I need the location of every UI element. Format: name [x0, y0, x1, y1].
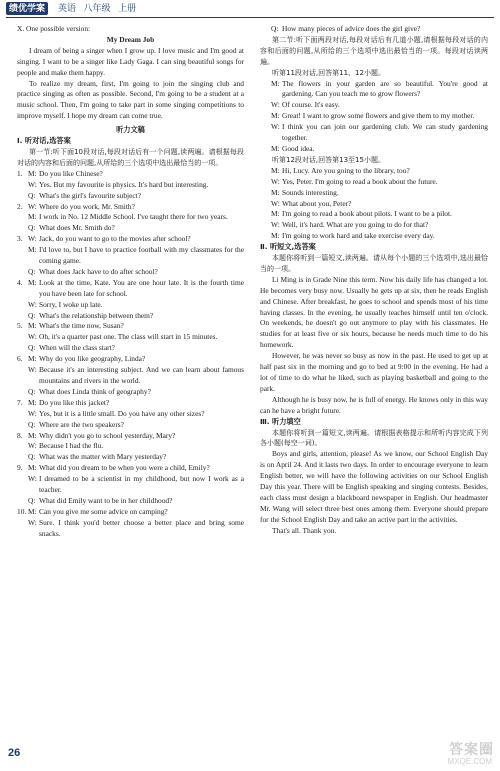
dialog-item [17, 321, 244, 354]
dialog-line [260, 199, 488, 210]
dialog-text: What does Linda think of geography? [39, 386, 151, 396]
dialog-line [17, 191, 244, 202]
dialog-line [17, 452, 244, 463]
dialog-item [17, 169, 244, 202]
dialog-number: 10. [17, 506, 27, 516]
dialog-text: Sounds interesting. [282, 187, 339, 197]
book-logo: 绩优学案 [6, 2, 48, 15]
dialog-line [17, 507, 244, 518]
left-column [17, 24, 244, 540]
dialog-text: Well, it's hard. What are you going to do for that? [282, 220, 429, 230]
section-2-instructions: 本题你将听到一篇短文,读两遍。请从每个小题的三个选项中,选出最恰当的一项。 [260, 254, 488, 273]
dialog-line [17, 202, 244, 213]
dialog-text: The flowers in your garden are so beautiful. You're good at gardening. Can you teach me to grow flowers? [282, 78, 488, 99]
dialog-line [17, 441, 244, 452]
header-grade: 八年级 [83, 3, 111, 13]
dialog-line [17, 431, 244, 442]
dialog-text: Sure. I think you'd better choose a better place and bring some snacks. [39, 517, 244, 538]
page-number: 26 [8, 747, 21, 759]
dialog-text: I work in No. 12 Middle School. I've taught there for two years. [39, 212, 228, 222]
section-2-title: Ⅱ. 听短文,选答案 [260, 242, 316, 252]
speaker-label: M: [271, 78, 280, 88]
dialog-number: 1. [17, 168, 23, 178]
speaker-label: W: [28, 408, 37, 418]
dialog-line [260, 79, 488, 101]
speaker-label: Q: [28, 452, 36, 462]
transcript-title: 听力文稿 [116, 125, 145, 135]
dialog-line [17, 354, 244, 365]
speaker-label: Q: [28, 310, 36, 320]
dialog-line [17, 169, 244, 180]
dialog-text: What was the matter with Mary yesterday? [39, 452, 167, 462]
dialog-line [17, 332, 244, 343]
speaker-label: M: [271, 231, 280, 241]
dialog-number: 9. [17, 463, 23, 473]
dialog-line [17, 245, 244, 267]
dialog-text: Yes. But my favourite is physics. It's hard but interesting. [39, 179, 209, 189]
dialog-item [17, 507, 244, 540]
dialog-text: Yes, Peter. I'm going to read a book about the future. [282, 176, 438, 186]
dialog-text: Jack, do you want to go to the movies after school? [39, 234, 191, 244]
dialog-11 [260, 79, 488, 155]
dialog-text: Because I had the flu. [39, 441, 104, 451]
dialog-item [17, 431, 244, 464]
dialog-text: Why do you like geography, Linda? [39, 354, 146, 364]
dialog-line [17, 365, 244, 387]
dialog-number: 3. [17, 234, 23, 244]
dialog-text: Do you like Chinese? [39, 168, 103, 178]
dialog-line [17, 409, 244, 420]
dialog-line [17, 321, 244, 332]
essay-label: X. One possible version: [17, 24, 91, 33]
dialog-line [260, 100, 488, 111]
essay-paragraph-2: To realize my dream, first, I'm going to join the singing club and practice singing as often as possible. Second, I'm going to be a student at a music school. Then, I'm going to take part in some singing competitions to improve myself. I hope my dream can come true. [17, 78, 244, 121]
dialog-number: 2. [17, 201, 23, 211]
dialog-text: Do you like this jacket? [39, 397, 110, 407]
speaker-label: M: [28, 354, 37, 364]
dialog-line [17, 223, 244, 234]
dialog-number: 5. [17, 321, 23, 331]
section-3-instructions: 本题你将听到一篇短文,读两遍。请根据表格提示和所听内容完成下列各小题(每空一词)。 [260, 428, 488, 448]
dialog-line [17, 180, 244, 191]
speaker-label: W: [28, 299, 37, 309]
speaker-label: W: [28, 179, 37, 189]
dialog-text: What does Jack have to do after school? [39, 266, 158, 276]
speaker-label: Q: [28, 190, 36, 200]
dialog-text: What's the time now, Susan? [39, 321, 124, 331]
dialog-item [17, 234, 244, 278]
dialog-line [17, 420, 244, 431]
essay-title: My Dream Job [106, 34, 155, 44]
dialog-text: What's the girl's favourite subject? [39, 190, 141, 200]
dialog-text: Yes, but it is a little small. Do you have any other sizes? [39, 408, 205, 418]
section-1-title: Ⅰ. 听对话,选答案 [17, 136, 71, 146]
dialog-line [260, 231, 488, 242]
dialog-text: Because it's an interesting subject. And we can learn about famous mountains and rivers in the world. [39, 365, 244, 385]
watermark-logo: 答案圈 [449, 742, 494, 758]
dialog-text: Where do you work, Mr. Smith? [39, 201, 135, 211]
speaker-label: M: [28, 212, 37, 222]
header-divider [6, 17, 494, 18]
dialog-line [260, 144, 488, 155]
page-header [0, 0, 500, 20]
dialog-line [17, 278, 244, 300]
speaker-label: W: [271, 176, 280, 186]
dialog-item [17, 202, 244, 235]
speaker-label: M: [28, 321, 37, 331]
dialog-number: 4. [17, 277, 23, 287]
dialog-line [260, 111, 488, 122]
passage-1-paragraph-1: Li Ming is in Grade Nine this term. Now his daily life has changed a lot. He becomes very busy now. Usually he gets up at six, then he reads English and Chinese. After breakfast, he goes to school and spends most of his time having classes. In the evening, he usually teaches himself until ten o'clock. On weekends, he doesn't go out anymore to play with his classmates. He studies for at least five or six hours, because he needs much time to do his homework. [260, 274, 488, 350]
dialog-line [17, 311, 244, 322]
dialog-line [17, 387, 244, 398]
dialog-line [17, 474, 244, 496]
dialog-number: 6. [17, 354, 23, 364]
dialog-text: What's the relationship between them? [39, 310, 154, 320]
speaker-label: M: [28, 397, 37, 407]
dialog-text: Hi, Lucy. Are you going to the library, too? [282, 165, 410, 175]
speaker-label: M: [271, 209, 280, 219]
dialog-text: Oh, it's a quarter past one. The class will start in 15 minutes. [39, 332, 218, 342]
dialog-item [17, 354, 244, 398]
dialog-line [17, 300, 244, 311]
speaker-label: M: [271, 165, 280, 175]
dialog-text: Good idea. [282, 143, 315, 153]
essay-paragraph-1: I dream of being a singer when I grow up. I love music and I'm good at singing. I want to be a singer like Lady Gaga. I can sing beautiful songs for people and make them happy. [17, 45, 244, 77]
dialog-item [17, 398, 244, 431]
header-subject: 英语 [58, 3, 77, 13]
speaker-label: W: [28, 517, 37, 527]
speaker-label: M: [28, 463, 37, 473]
dialog-text: When will the class start? [39, 343, 115, 353]
dialog-line [17, 518, 244, 540]
speaker-label: M: [271, 143, 280, 153]
speaker-label: Q: [28, 419, 36, 429]
dialog-text: I dreamed to be a scientist in my childhood, but now I work as a teacher. [39, 474, 244, 495]
passage-1-paragraph-2: However, he was never so busy as now in the past. He used to get up at half past six in the morning and go to bed at 9:00 in the evening. He had a lot of time to do what he liked, such as playing basketball and going to the park. [260, 351, 488, 393]
dialog-text: I'm going to read a book about pilots. I want to be a pilot. [282, 209, 452, 219]
dialog-text: Why didn't you go to school yesterday, Mary? [39, 430, 176, 440]
speaker-label: W: [271, 122, 280, 132]
dialog-text: What did you dream to be when you were a child, Emily? [39, 463, 210, 473]
section-1-instructions: 第一节:听下面10段对话,每段对话后有一个问题,读两遍。请根据每段对话的内容和后面的问题,从所给的三个选项中选出最恰当的一项。 [17, 147, 244, 167]
speaker-label: M: [28, 277, 37, 287]
dialog-item [17, 463, 244, 507]
dialog-text: Great! I want to grow some flowers and give them to my mother. [282, 111, 475, 121]
dialog-line [260, 177, 488, 188]
dialog-text: Sorry, I woke up late. [39, 299, 103, 309]
dialog-line [17, 398, 244, 409]
speaker-label: W: [28, 201, 37, 211]
dialog-item [17, 278, 244, 322]
dialog-line [260, 24, 488, 35]
speaker-label: Q: [28, 266, 36, 276]
dialog-12-label: 听第12段对话,回答第13至15小题。 [272, 155, 385, 164]
dialog-line [17, 234, 244, 245]
dialog-12 [260, 166, 488, 242]
speaker-label: M: [28, 506, 37, 516]
dialog-text: I think you can join our gardening club. We can study gardening together. [282, 122, 488, 143]
speaker-label: M: [271, 111, 280, 121]
speaker-label: Q: [28, 343, 36, 353]
watermark-url: MXQE.COM [447, 757, 492, 766]
dialog-line [17, 267, 244, 278]
speaker-label: W: [271, 198, 280, 208]
speaker-label: W: [28, 441, 37, 451]
dialog-text: I'd love to, but I have to practice football with my classmates for the coming game. [39, 245, 244, 266]
section-3-title: Ⅲ. 听力填空 [260, 416, 301, 426]
dialog-text: What about you, Peter? [282, 198, 352, 208]
header-term: 上册 [118, 3, 137, 13]
speaker-label: W: [271, 220, 280, 230]
speaker-label: W: [271, 100, 280, 110]
dialog-line [17, 343, 244, 354]
dialog-line [260, 122, 488, 144]
header-subject-line [58, 2, 136, 15]
dialog-text: How many pieces of advice does the girl give? [282, 24, 421, 33]
speaker-label: Q: [271, 24, 279, 33]
speaker-label: M: [28, 245, 37, 255]
dialog-number: 7. [17, 397, 23, 407]
dialog-line [260, 188, 488, 199]
speaker-label: M: [28, 168, 37, 178]
dialog-11-label: 听第11段对话,回答第11、12小题。 [272, 68, 385, 77]
passage-2-paragraph-1: Boys and girls, attention, please! As we know, our School English Day is on April 24. And it lasts two days. In order to encourage everyone to learn English better, we will have the following activities on our School English Day this year. There will be English speaking and singing contests. Besides, each class must design a blackboard newspaper in English. Our headmaster Mr. Wang will select three best ones among them. Everyone should prepare for the School English Day and take an active part in the activities. [260, 449, 488, 524]
dialog-line [260, 220, 488, 231]
dialog-list [17, 169, 244, 540]
speaker-label: M: [28, 430, 37, 440]
dialog-number: 8. [17, 430, 23, 440]
dialog-text: What did Emily want to be in her childhood? [39, 495, 173, 505]
dialog-line [17, 212, 244, 223]
passage-1-paragraph-3: Although he is busy now, he is full of energy. He knows only in this way can he have a bright future. [260, 394, 488, 415]
right-column [260, 24, 488, 537]
dialog-text: Look at the time, Kate. You are one hour late. It is the fourth time you have been late for school. [39, 277, 244, 298]
dialog-text: I'm going to work hard and take exercise every day. [282, 231, 435, 241]
passage-2-paragraph-2: That's all. Thank you. [272, 525, 337, 535]
dialog-line [260, 209, 488, 220]
dialog-text: Of course. It's easy. [282, 100, 340, 110]
speaker-label: M: [271, 187, 280, 197]
dialog-text: What does Mr. Smith do? [39, 223, 115, 233]
dialog-text: Where are the two speakers? [39, 419, 124, 429]
section-1b-instructions: 第二节:听下面两段对话,每段对话后有几道小题,请根据每段对话的内容和后面的问题,从所给的三个选项中选出最恰当的一项。每段对话读两遍。 [260, 35, 488, 66]
speaker-label: Q: [28, 386, 36, 396]
dialog-line [260, 166, 488, 177]
speaker-label: W: [28, 365, 37, 375]
speaker-label: W: [28, 474, 37, 484]
speaker-label: Q: [28, 223, 36, 233]
dialog-text: Can you give me some advice on camping? [39, 506, 168, 516]
speaker-label: W: [28, 332, 37, 342]
speaker-label: Q: [28, 495, 36, 505]
speaker-label: W: [28, 234, 37, 244]
dialog-line [17, 463, 244, 474]
dialog-line [17, 496, 244, 507]
